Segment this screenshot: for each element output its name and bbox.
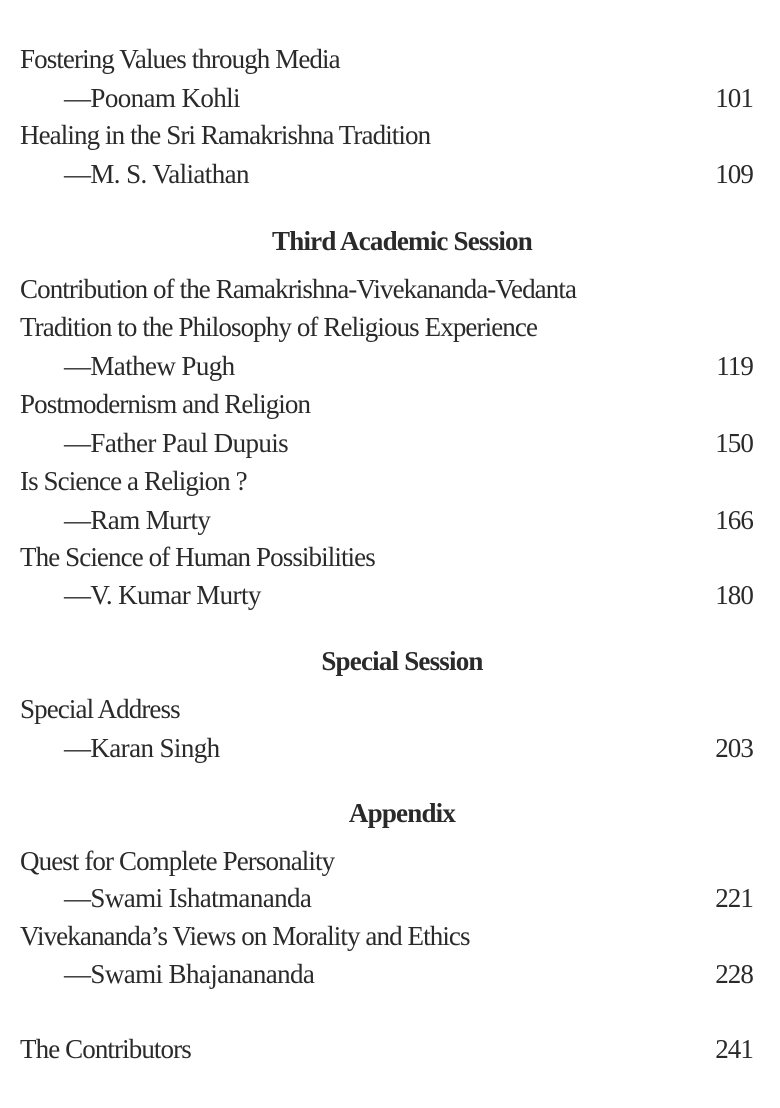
entry-title: Special Address — [20, 694, 180, 724]
entry-title: Healing in the Sri Ramakrishna Tradition — [20, 120, 431, 150]
entry-page-number: 228 — [715, 959, 753, 989]
section-heading-special-session: Special Session — [321, 646, 483, 676]
entry-author: —Poonam Kohli — [64, 83, 240, 113]
entry-title-contributors: The Contributors — [20, 1034, 191, 1064]
entry-page-number: 241 — [715, 1034, 753, 1064]
entry-title: Is Science a Religion ? — [20, 466, 247, 496]
entry-author: —Karan Singh — [64, 733, 220, 763]
entry-page-number: 101 — [715, 83, 753, 113]
section-heading-third-academic-session: Third Academic Session — [272, 226, 532, 256]
entry-title-continued: Tradition to the Philosophy of Religious Experience — [20, 312, 538, 342]
entry-author: —Ram Murty — [64, 505, 211, 535]
entry-author: —M. S. Valiathan — [64, 159, 249, 189]
entry-author: —V. Kumar Murty — [64, 580, 261, 610]
entry-page-number: 221 — [715, 883, 753, 913]
entry-page-number: 166 — [715, 505, 753, 535]
entry-title: Postmodernism and Religion — [20, 389, 311, 419]
entry-title: Fostering Values through Media — [20, 44, 340, 74]
entry-page-number: 180 — [715, 580, 753, 610]
entry-title: Quest for Complete Personality — [20, 846, 335, 876]
entry-page-number: 109 — [715, 159, 753, 189]
entry-page-number: 150 — [715, 428, 753, 458]
entry-author: —Father Paul Dupuis — [64, 428, 289, 458]
entry-author: —Swami Ishatmananda — [64, 883, 312, 913]
section-heading-appendix: Appendix — [348, 798, 456, 828]
entry-author: —Mathew Pugh — [64, 351, 235, 381]
entry-page-number: 203 — [715, 733, 753, 763]
entry-title: Contribution of the Ramakrishna-Vivekananda-Vedanta — [20, 274, 577, 304]
entry-title: The Science of Human Possibilities — [20, 542, 375, 572]
entry-author: —Swami Bhajanananda — [64, 959, 315, 989]
entry-page-number: 119 — [716, 351, 753, 381]
entry-title: Vivekananda’s Views on Morality and Ethics — [20, 921, 470, 951]
